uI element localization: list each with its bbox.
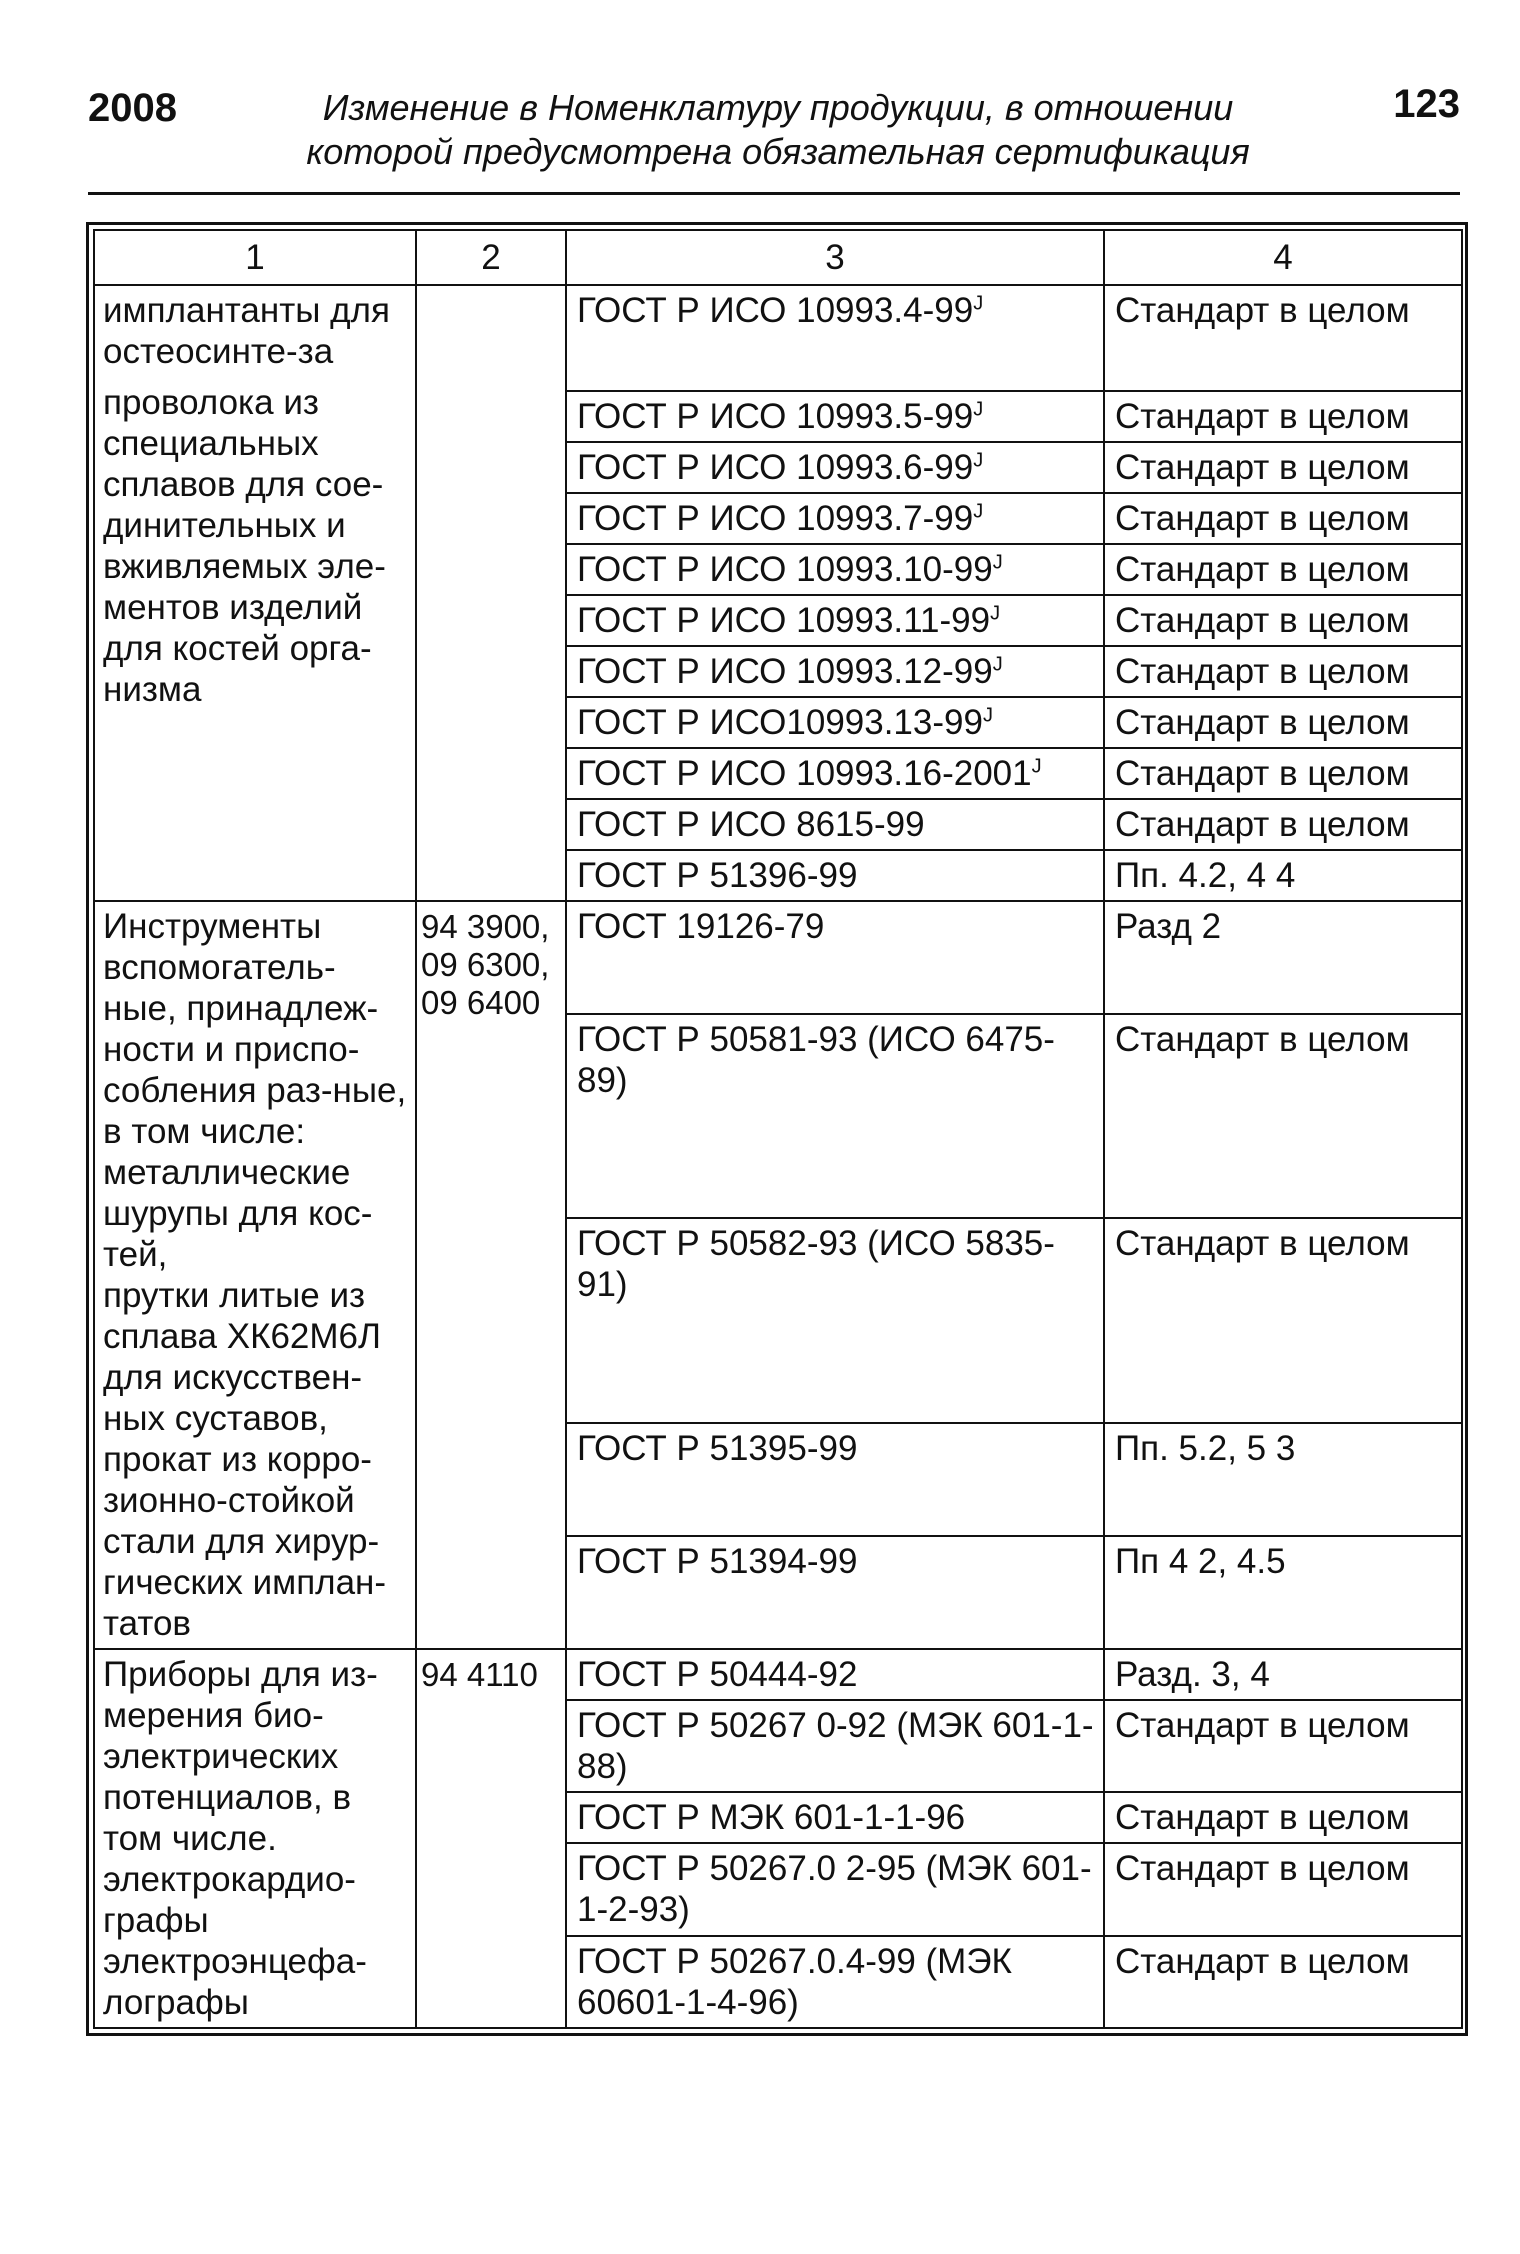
standard-doc: ГОСТ Р ИСО 10993.12-99 [577,652,993,691]
standard-doc-cell [566,1536,1104,1649]
scope-cell: Стандарт в целом [1104,493,1462,544]
scope-cell: Стандарт в целом [1104,544,1462,595]
standard-doc: ГОСТ Р МЭК 601-1-1-96 [577,1798,966,1838]
standard-doc: ГОСТ 19126-79 [577,907,825,946]
header-year: 2008 [88,86,177,130]
standard-doc-cell [566,595,1104,646]
standard-doc: ГОСТ Р ИСО 10993.10-99 [577,550,993,589]
spacer [103,372,407,382]
scope-cell: Стандарт в целом [1104,1843,1462,1935]
standard-doc: ГОСТ Р ИСО 10993.7-99 [577,499,974,538]
scope-cell: Пп. 4.2, 4 4 [1104,850,1462,901]
scope-cell: Стандарт в целом [1104,748,1462,799]
standard-doc-cell [566,646,1104,697]
scope-cell: Стандарт в целом [1104,1792,1462,1843]
header-divider [88,192,1460,195]
scope-cell: Разд. 3, 4 [1104,1649,1462,1700]
table-row [94,285,1462,391]
scope-cell: Стандарт в целом [1104,1700,1462,1792]
scope-cell: Стандарт в целом [1104,799,1462,850]
standard-doc-cell [566,391,1104,442]
scope-cell: Стандарт в целом [1104,391,1462,442]
product-name: Инструменты вспомогатель-ные, принадлеж-ности и приспо-собления раз-ные, в том числе: металлические шурупы для кос-тей, [103,907,407,1274]
standards-table [93,229,1463,2029]
standard-doc-cell [566,544,1104,595]
standard-doc: ГОСТ Р ИСО10993.13-99 [577,703,983,742]
standard-doc-cell [566,442,1104,493]
standard-doc: ГОСТ Р 50582-93 (ИСО 5835-91) [577,1224,1055,1305]
standard-doc-cell [566,799,1104,850]
scope-cell: Разд 2 [1104,901,1462,1014]
header-title [258,86,1298,174]
standard-doc-cell [566,1792,1104,1843]
standard-doc-cell [566,1218,1104,1422]
scope-cell: Пп 4 2, 4.5 [1104,1536,1462,1649]
scope-cell: Стандарт в целом [1104,646,1462,697]
column-header: 2 [416,230,566,285]
product-name: Приборы для из-мерения био-электрических потенциалов, в том числе. электрокардио-графы электроэнцефа-лографы [103,1655,378,2022]
footnote-mark: J [1031,755,1042,778]
table-body [94,285,1462,2028]
footnote-mark: J [982,704,993,727]
standard-doc: ГОСТ Р ИСО 10993.16-2001 [577,754,1032,793]
product-name-cell [94,901,416,1649]
standard-doc: ГОСТ Р ИСО 10993.5-99 [577,397,974,436]
footnote-mark: J [973,292,984,315]
standard-doc-cell [566,697,1104,748]
standard-doc-cell [566,850,1104,901]
standard-doc-cell [566,493,1104,544]
table-row [94,901,1462,1014]
scope-cell: Стандарт в целом [1104,697,1462,748]
standard-doc: ГОСТ Р 51395-99 [577,1428,858,1468]
scope-cell: Стандарт в целом [1104,1936,1462,2028]
standard-doc-cell [566,1649,1104,1700]
page-header [88,78,1460,188]
footnote-mark: J [990,602,1001,625]
header-title-line1: Изменение в Номенклатуру продукции, в отношении [322,87,1234,128]
scope-cell: Стандарт в целом [1104,1218,1462,1422]
footnote-mark: J [973,449,984,472]
standard-doc-cell [566,1936,1104,2028]
standard-doc: ГОСТ Р 50444-92 [577,1655,858,1694]
product-name-cell [94,285,416,901]
product-name: имплантанты для остеосинте-за [103,291,390,371]
standard-doc: ГОСТ Р 50267.0.4-99 (МЭК 60601-1-4-96) [577,1941,1012,2022]
standard-doc-cell [566,1843,1104,1935]
standard-doc-cell [566,748,1104,799]
standard-doc: ГОСТ Р 51394-99 [577,1541,858,1581]
standard-doc: ГОСТ Р 50581-93 (ИСО 6475-89) [577,1020,1055,1101]
standard-doc: ГОСТ Р 51396-99 [577,856,858,895]
product-name: прутки литые из сплава ХК62М6Л для искусствен-ных суставов, прокат из корро-зионно-стойкой стали для хирур-гических имплан-татов [103,1276,387,1643]
product-code-cell [416,285,566,901]
footnote-mark: J [973,500,984,523]
standard-doc-cell [566,1014,1104,1218]
product-name-cell [94,1649,416,2028]
standard-doc-cell [566,1700,1104,1792]
column-header: 1 [94,230,416,285]
scope-cell: Пп. 5.2, 5 3 [1104,1423,1462,1536]
footnote-mark: J [992,653,1003,676]
standard-doc: ГОСТ Р ИСО 10993.6-99 [577,448,974,487]
column-header: 3 [566,230,1104,285]
header-title-line2: которой предусмотрена обязательная сертификация [306,131,1250,172]
table-row [94,1649,1462,1700]
standards-table-frame [86,222,1468,2036]
table-header-row [94,230,1462,285]
standard-doc: ГОСТ Р ИСО 8615-99 [577,805,925,844]
standard-doc: ГОСТ Р ИСО 10993.11-99 [577,601,991,640]
product-code-cell: 94 3900, 09 6300, 09 6400 [416,901,566,1649]
standard-doc-cell [566,901,1104,1014]
standard-doc: ГОСТ Р ИСО 10993.4-99 [577,291,974,330]
standard-doc-cell [566,1423,1104,1536]
footnote-mark: J [992,551,1003,574]
column-header: 4 [1104,230,1462,285]
scope-cell: Стандарт в целом [1104,285,1462,391]
page-number: 123 [1393,82,1460,126]
standard-doc-cell [566,285,1104,391]
scope-cell: Стандарт в целом [1104,1014,1462,1218]
footnote-mark: J [973,398,984,421]
standard-doc: ГОСТ Р 50267.0 2-95 (МЭК 601-1-2-93) [577,1849,1092,1930]
standard-doc: ГОСТ Р 50267 0-92 (МЭК 601-1-88) [577,1706,1094,1787]
product-name: проволока из специальных сплавов для сое-динительных и вживляемых эле-ментов изделий для костей орга-низма [103,383,386,709]
scope-cell: Стандарт в целом [1104,442,1462,493]
scope-cell: Стандарт в целом [1104,595,1462,646]
product-code-cell: 94 4110 [416,1649,566,2028]
